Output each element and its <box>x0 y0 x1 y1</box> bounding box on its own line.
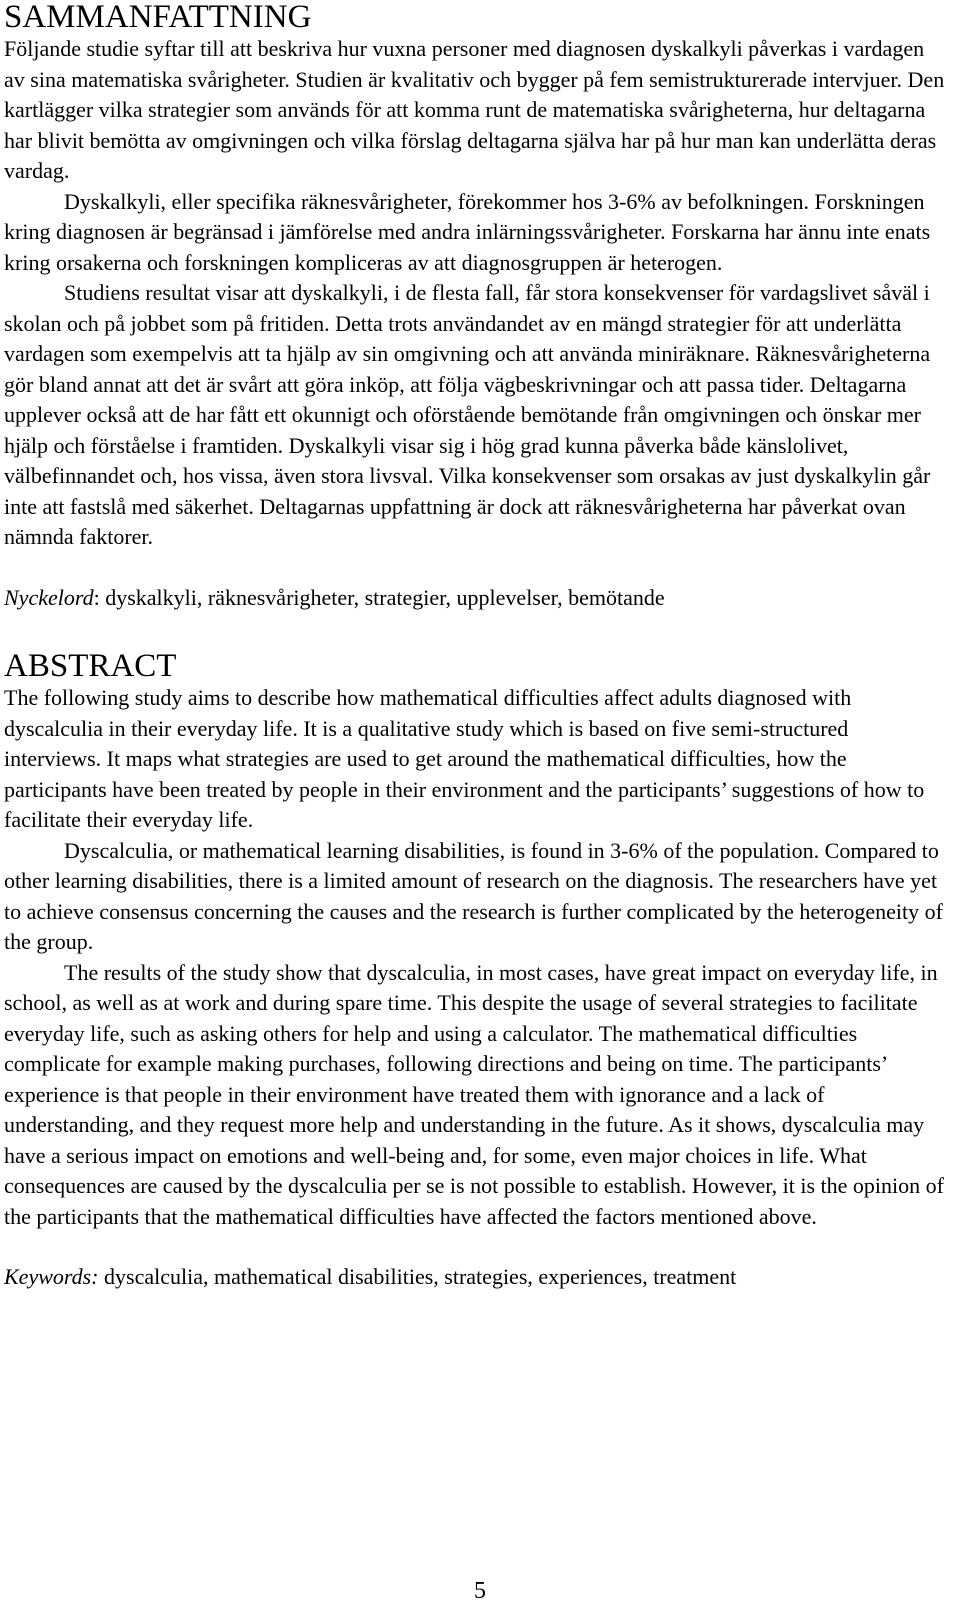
page-content <box>4 0 950 1293</box>
english-abstract-paragraph-3: The results of the study show that dyscalculia, in most cases, have great impact on everyday life, in school, as well as at work and during spare time. This despite the usage of several strategies to facilitate everyday life, such as asking others for help and using a calculator. The mathematical difficulties complicate for example making purchases, following directions and being on time. The participants’ experience is that people in their environment have treated them with ignorance and a lack of understanding, and they request more help and understanding in the future. As it shows, dyscalculia may have a serious impact on emotions and well-being and, for some, even major choices in life. What consequences are caused by the dyscalculia per se is not possible to establish. However, it is the opinion of the participants that the mathematical difficulties have affected the factors mentioned above. <box>4 959 944 1229</box>
swedish-keywords <box>4 583 950 614</box>
english-abstract-heading: ABSTRACT <box>4 648 177 684</box>
swedish-summary-paragraph-3: Studiens resultat visar att dyskalkyli, i de flesta fall, får stora konsekvenser för vardagslivet såväl i skolan och på jobbet som på fritiden. Detta trots användandet av en mängd strategier för att underlätta vardagen som exempelvis att ta hjälp av sin omgivning och att använda miniräknare. Räknesvårigheterna gör bland annat att det är svårt att göra inköp, att följa vägbeskrivningar och att passa tider. Deltagarna upplever också att de har fått ett okunnigt och oförstående bemötande från omgivningen och önskar mer hjälp och förståelse i framtiden. Dyskalkyli visar sig i hög grad kunna påverka både känslolivet, välbefinnandet och, hos vissa, även stora livsval. Vilka konsekvenser som orsakas av just dyskalkylin går inte att fastslå med säkerhet. Deltagarnas uppfattning är dock att räknesvårigheterna har påverkat ovan nämnda faktorer. <box>4 280 931 549</box>
english-keywords-list: dyscalculia, mathematical disabilities, strategies, experiences, treatment <box>104 1264 737 1289</box>
page-number: 5 <box>474 1578 486 1604</box>
english-keywords <box>4 1262 950 1293</box>
swedish-keywords-list: dyskalkyli, räknesvårigheter, strategier, upplevelser, bemötande <box>105 584 665 610</box>
swedish-summary-heading: SAMMANFATTNING <box>4 0 312 35</box>
english-keywords-label: Keywords: <box>4 1264 99 1289</box>
english-abstract-paragraph-1: The following study aims to describe how mathematical difficulties affect adults diagnosed with dyscalculia in their everyday life. It is a qualitative study which is based on five semi-structured interviews. It maps what strategies are used to get around the mathematical difficulties, how the participants have been treated by people in their environment and the participants’ suggestions of how to facilitate their everyday life. <box>4 685 925 832</box>
swedish-keywords-label: Nyckelord <box>4 584 94 610</box>
swedish-keywords-separator: : <box>93 584 106 610</box>
swedish-summary-paragraph-2: Dyskalkyli, eller specifika räknesvårigheter, förekommer hos 3-6% av befolkningen. Forskningen kring diagnosen är begränsad i jämförelse med andra inlärningssvårigheter. Forskarna har ännu inte enats kring orsakerna och forskningen kompliceras av att diagnosgruppen är heterogen. <box>4 188 931 275</box>
swedish-summary-paragraph-1: Följande studie syftar till att beskriva hur vuxna personer med diagnosen dyskalkyli påverkas i vardagen av sina matematiska svårigheter. Studien är kvalitativ och bygger på fem semistrukturerade intervjuer. Den kartlägger vilka strategier som används för att komma runt de matematiska svårigheterna, hur deltagarna har blivit bemötta av omgivningen och vilka förslag deltagarna själva har på hur man kan underlätta deras vardag. <box>4 36 945 183</box>
english-abstract-paragraph-2: Dyscalculia, or mathematical learning disabilities, is found in 3-6% of the population. Compared to other learning disabilities, there is a limited amount of research on the diagnosis. The researchers have yet to achieve consensus concerning the causes and the research is further complicated by the heterogeneity of the group. <box>4 837 943 954</box>
